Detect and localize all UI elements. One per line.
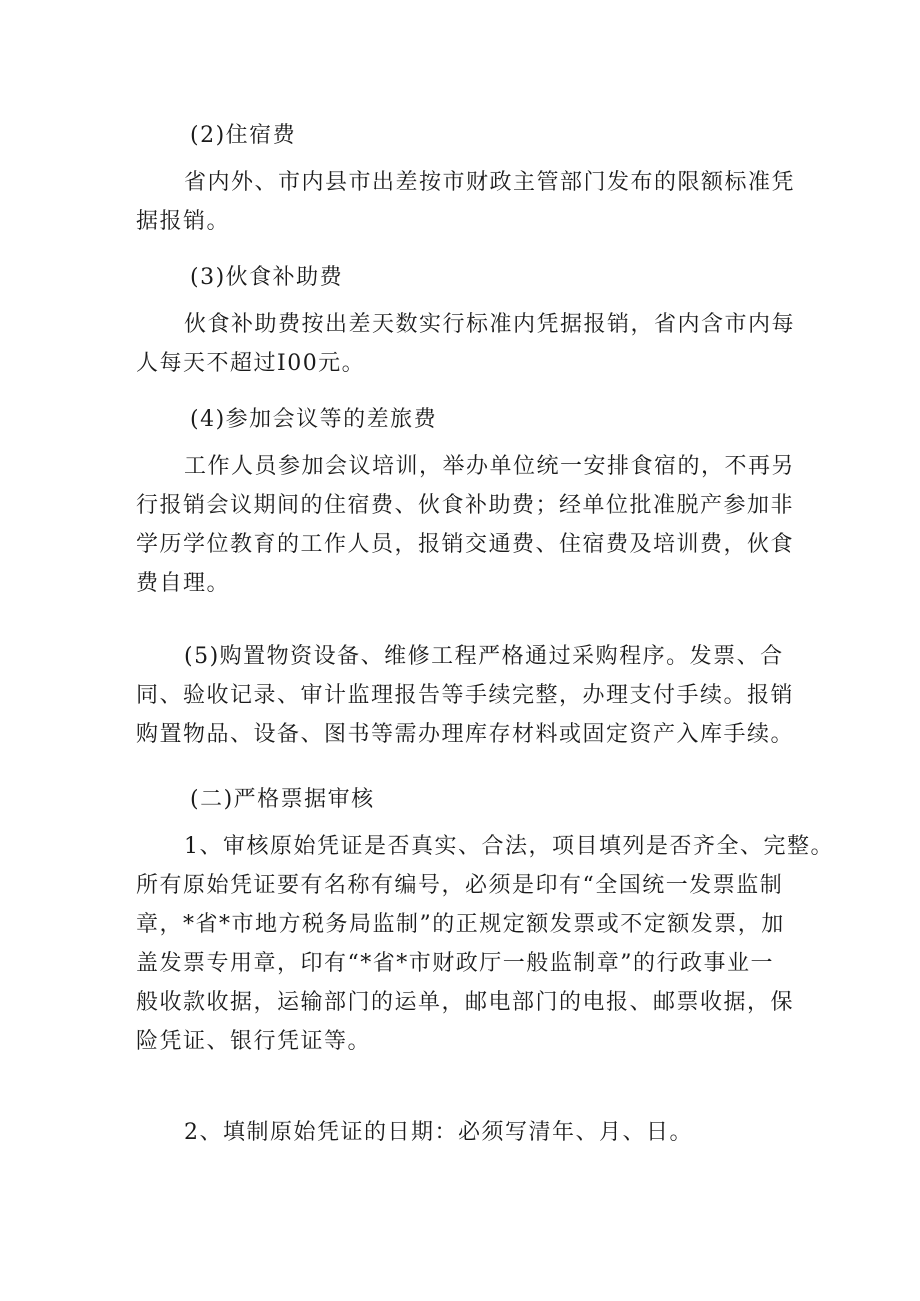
- text-line: 人每天不超过I00元。: [136, 351, 366, 376]
- heading-audit: (二)严格票据审核: [190, 787, 375, 812]
- text-line: (5)购置物资设备、维修工程严格通过采购程序。发票、合: [184, 644, 784, 669]
- paragraph-lodging: [136, 163, 796, 241]
- paragraph-purchase: [136, 637, 795, 754]
- text-line: 行报销会议期间的住宿费、伙食补助费；经单位批准脱产参加非: [136, 493, 795, 518]
- text-line: 所有原始凭证要有名称有编号，必须是印有“全国统一发票监制: [136, 873, 784, 898]
- text-line: 据报销。: [136, 209, 231, 234]
- text-line: 工作人员参加会议培训，举办单位统一安排食宿的，不再另: [184, 454, 796, 479]
- text-line: 盖发票专用章，印有“*省*市财政厅一般监制章”的行政事业一: [136, 951, 774, 976]
- text-line: 同、验收记录、审计监理报告等手续完整，办理支付手续。报销: [136, 683, 795, 708]
- text-line: 般收款收据，运输部门的运单，邮电部门的电报、邮票收据，保: [136, 990, 795, 1015]
- paragraph-meeting: [136, 447, 796, 603]
- text-line: 购置物品、设备、图书等需办理库存材料或固定资产入库手续。: [136, 722, 795, 747]
- text-line: 省内外、市内县市出差按市财政主管部门发布的限额标准凭: [184, 170, 796, 195]
- text-line: 1、审核原始凭证是否真实、合法，项目填列是否齐全、完整。: [184, 834, 834, 859]
- paragraph-meal: [136, 305, 796, 383]
- text-line: 伙食补助费按出差天数实行标准内凭据报销，省内含市内每: [184, 312, 796, 337]
- text-line: 险凭证、银行凭证等。: [136, 1029, 372, 1054]
- text-line: 学历学位教育的工作人员，报销交通费、住宿费及培训费，伙食: [136, 532, 795, 557]
- heading-meeting: (4)参加会议等的差旅费: [190, 407, 438, 432]
- text-line: 费自理。: [136, 571, 231, 596]
- paragraph-audit-2: [136, 1113, 792, 1152]
- heading-lodging: (2)住宿费: [190, 123, 297, 148]
- text-line: 章，*省*市地方税务局监制”的正规定额发票或不定额发票，加: [136, 912, 785, 937]
- heading-meal: (3)伙食补助费: [190, 265, 344, 290]
- text-line: 2、填制原始凭证的日期：必须写清年、月、日。: [184, 1120, 693, 1145]
- paragraph-audit-1: [136, 827, 834, 1061]
